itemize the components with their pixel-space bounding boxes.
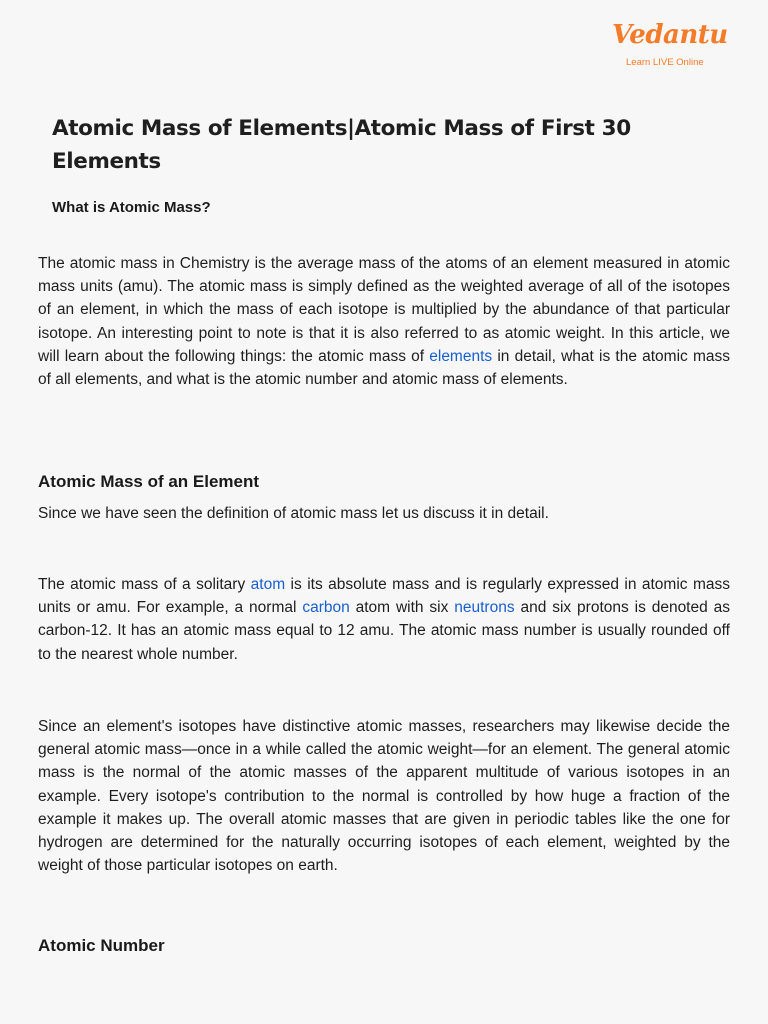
- solitary-text-1: The atomic mass of a solitary: [38, 576, 251, 593]
- link-atom[interactable]: atom: [250, 576, 286, 593]
- link-elements[interactable]: elements: [429, 347, 493, 365]
- page-title: Atomic Mass of Elements|Atomic Mass of First 30 Elements: [52, 116, 631, 174]
- solitary-text-2: is its absolute mass and is regularly expressed in atomic mass units or amu. For example, a normal: [38, 576, 730, 617]
- link-neutrons[interactable]: neutrons: [454, 599, 515, 617]
- link-carbon[interactable]: carbon: [302, 599, 350, 617]
- intro-text-1: The atomic mass in Chemistry is the average mass of the atoms of an element measured in atomic mass units (amu). The atomic mass is simply defined as the weighted average of all of the isotopes of an element, in which the mass of each isotope is multiplied by the abundance of that particular isotope. An interesting point to note is that it is also referred to as atomic weight. In this article, we will learn about the following things: the atomic mass of: [38, 255, 730, 365]
- intro-text-2: in detail, what is the atomic mass of all elements, and what is the atomic number and atomic mass of elements.: [38, 347, 730, 389]
- logo-tagline: Learn LIVE Online: [626, 57, 704, 68]
- solitary-atom-paragraph: [38, 573, 730, 666]
- subheading-what-is-atomic-mass: What is Atomic Mass?: [52, 199, 211, 216]
- heading-atomic-mass-of-element: Atomic Mass of an Element: [38, 472, 260, 491]
- logo-wordmark: Vedantu: [612, 20, 728, 50]
- isotopes-paragraph: Since an element's isotopes have distinctive atomic masses, researchers may likewise decide the general atomic mass—once in a while called the atomic weight—for an element. The general atomic mass is the normal of the atomic masses of the apparent multitude of various isotopes in an example. Every isotope's contribution to the normal is controlled by how huge a fraction of the example it makes up. The overall atomic masses that are given in periodic tables like the one for hydrogen are determined for the naturally occurring isotopes of each element, weighted by the weight of those particular isotopes on earth.: [38, 718, 730, 875]
- vedantu-logo[interactable]: [612, 20, 728, 72]
- solitary-text-4: and six protons is denoted as carbon-12. It has an atomic mass equal to 12 amu. The atomic mass number is usually rounded off to the nearest whole number.: [38, 599, 730, 663]
- intro-paragraph: [38, 252, 730, 391]
- heading-atomic-number: Atomic Number: [38, 936, 165, 955]
- definition-followup-line: Since we have seen the definition of atomic mass let us discuss it in detail.: [38, 505, 549, 522]
- solitary-text-3: atom with six: [349, 599, 455, 617]
